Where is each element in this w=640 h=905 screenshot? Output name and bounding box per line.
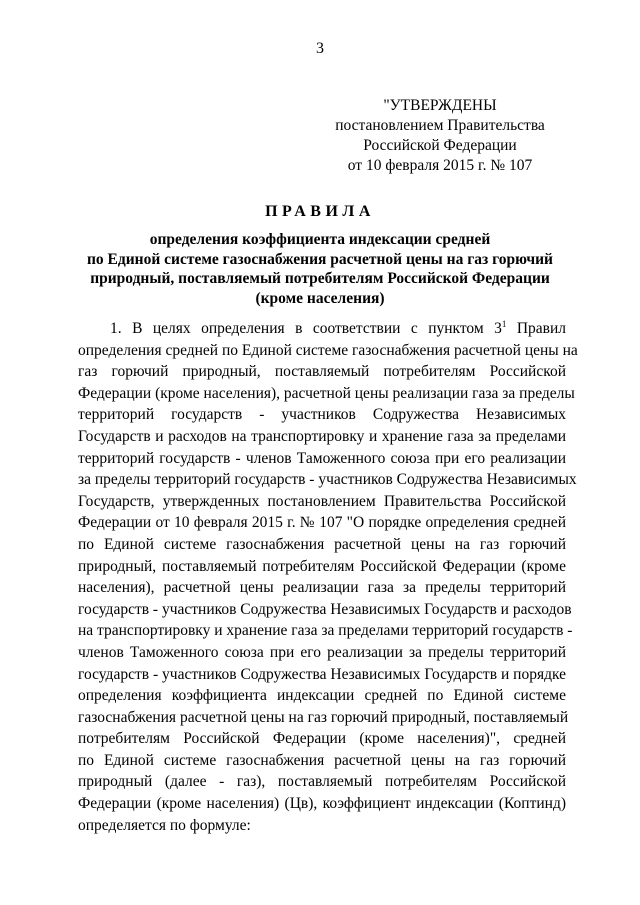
paragraph-line: определяется по формуле: [78, 816, 251, 834]
subtitle-line: (кроме населения) [255, 289, 385, 307]
paragraph-line: территорий государств - членов Таможенного союза при его реализации [78, 449, 566, 467]
page-number: 3 [316, 40, 324, 57]
subtitle-line: по Единой системе газоснабжения расчетной цены на газ горючий [87, 250, 553, 268]
subtitle-line: определения коэффициента индексации средней [149, 231, 491, 248]
approval-line: "УТВЕРЖДЕНЫ [383, 97, 497, 114]
paragraph-line: территорий государств - участников Содружества Независимых [78, 406, 566, 424]
body-paragraph [78, 318, 578, 836]
paragraph-line: по Единой системе газоснабжения расчетной цены на газ горючий [78, 535, 566, 553]
document-title: ПРАВИЛА [265, 203, 375, 220]
paragraph-line: государств - участников Содружества Независимых Государств и порядке [78, 665, 566, 683]
paragraph-line: Федерации (кроме населения) (Цв), коэффициент индексации (Коптинд) [78, 795, 566, 813]
paragraph-line: Федерации (кроме населения), расчетной цены реализации газа за пределы [78, 384, 575, 402]
paragraph-line: газоснабжения расчетной цены на газ горючий природный, поставляемый [78, 708, 569, 726]
paragraph-line: потребителям Российской Федерации (кроме населения)", средней [78, 730, 566, 748]
paragraph-line: на транспортировку и хранение газа за пределами территорий государств - [78, 622, 573, 640]
paragraph-text: 1. В целях определения в соответствии с пунктом 3 [110, 320, 502, 337]
paragraph-line: газ горючий природный, поставляемый потребителям Российской [78, 363, 566, 381]
paragraph-line: природный (далее - газ), поставляемый потребителям Российской [78, 773, 566, 791]
approval-line: от 10 февраля 2015 г. № 107 [347, 157, 533, 174]
subtitle-line: природный, поставляемый потребителям Российской Федерации [90, 270, 550, 287]
paragraph-line: Государств, утвержденных постановлением Правительства Российской [78, 492, 566, 510]
approval-stamp [315, 96, 565, 176]
paragraph-line: за пределы территорий государств - участников Содружества Независимых [78, 471, 577, 489]
document-subtitle [70, 230, 570, 308]
paragraph-line: природный, поставляемый потребителям Российской Федерации (кроме [78, 557, 566, 575]
paragraph-line: государств - участников Содружества Независимых Государств и расходов [78, 600, 572, 618]
paragraph-line [78, 318, 566, 340]
paragraph-line: Федерации от 10 февраля 2015 г. № 107 "О порядке определения средней [78, 514, 566, 532]
approval-line: постановлением Правительства [335, 117, 545, 134]
paragraph-line: членов Таможенного союза при его реализации за пределы территорий [78, 643, 566, 661]
footnote-marker: 1 [501, 319, 507, 329]
paragraph-line: определения средней по Единой системе газоснабжения расчетной цены на [78, 341, 578, 359]
paragraph-line: населения), расчетной цены реализации газа за пределы территорий [78, 579, 566, 597]
paragraph-line: по Единой системе газоснабжения расчетной цены на газ горючий [78, 751, 566, 769]
paragraph-line: определения коэффициента индексации средней по Единой системе [78, 687, 566, 705]
paragraph-line: Государств и расходов на транспортировку и хранение газа за пределами [78, 427, 566, 445]
approval-line: Российской Федерации [363, 137, 517, 154]
paragraph-text: Правил [506, 320, 567, 337]
